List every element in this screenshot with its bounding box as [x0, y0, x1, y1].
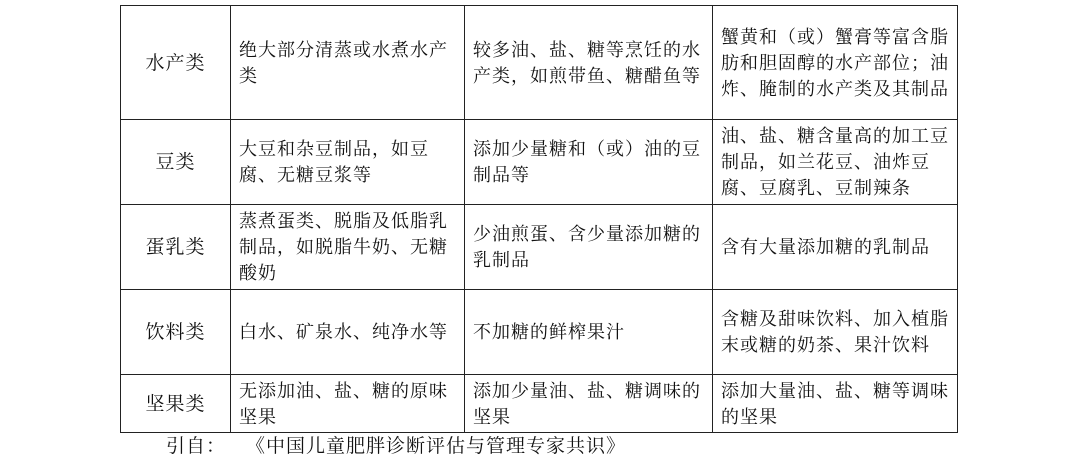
not-recommended-cell: 油、盐、糖含量高的加工豆制品，如兰花豆、油炸豆腐、豆腐乳、豆制辣条: [713, 120, 958, 205]
limited-cell: 不加糖的鲜榨果汁: [465, 290, 713, 375]
citation-source: 《中国儿童肥胖诊断评估与管理专家共识》: [246, 435, 627, 457]
category-cell: 饮料类: [121, 290, 231, 375]
not-recommended-cell: 添加大量油、盐、糖等调味的坚果: [713, 375, 958, 433]
limited-cell: 添加少量糖和（或）油的豆制品等: [465, 120, 713, 205]
recommended-cell: 蒸煮蛋类、脱脂及低脂乳制品，如脱脂牛奶、无糖酸奶: [231, 205, 465, 290]
limited-cell: 较多油、盐、糖等烹饪的水产类，如煎带鱼、糖醋鱼等: [465, 6, 713, 120]
citation-prefix: 引自：: [166, 435, 227, 457]
food-recommendation-table: [120, 5, 958, 433]
table-row: [121, 375, 958, 433]
category-cell: 蛋乳类: [121, 205, 231, 290]
recommended-cell: 无添加油、盐、糖的原味坚果: [231, 375, 465, 433]
recommended-cell: 白水、矿泉水、纯净水等: [231, 290, 465, 375]
category-cell: 坚果类: [121, 375, 231, 433]
not-recommended-cell: 含有大量添加糖的乳制品: [713, 205, 958, 290]
table-row: [121, 205, 958, 290]
recommended-cell: 绝大部分清蒸或水煮水产类: [231, 6, 465, 120]
limited-cell: 添加少量油、盐、糖调味的坚果: [465, 375, 713, 433]
table-row: [121, 290, 958, 375]
category-cell: 水产类: [121, 6, 231, 120]
not-recommended-cell: 蟹黄和（或）蟹膏等富含脂肪和胆固醇的水产部位；油炸、腌制的水产类及其制品: [713, 6, 958, 120]
not-recommended-cell: 含糖及甜味饮料、加入植脂末或糖的奶茶、果汁饮料: [713, 290, 958, 375]
table-row: [121, 6, 958, 120]
table-row: [121, 120, 958, 205]
citation: [166, 432, 626, 460]
category-cell: 豆类: [121, 120, 231, 205]
limited-cell: 少油煎蛋、含少量添加糖的乳制品: [465, 205, 713, 290]
recommended-cell: 大豆和杂豆制品，如豆腐、无糖豆浆等: [231, 120, 465, 205]
